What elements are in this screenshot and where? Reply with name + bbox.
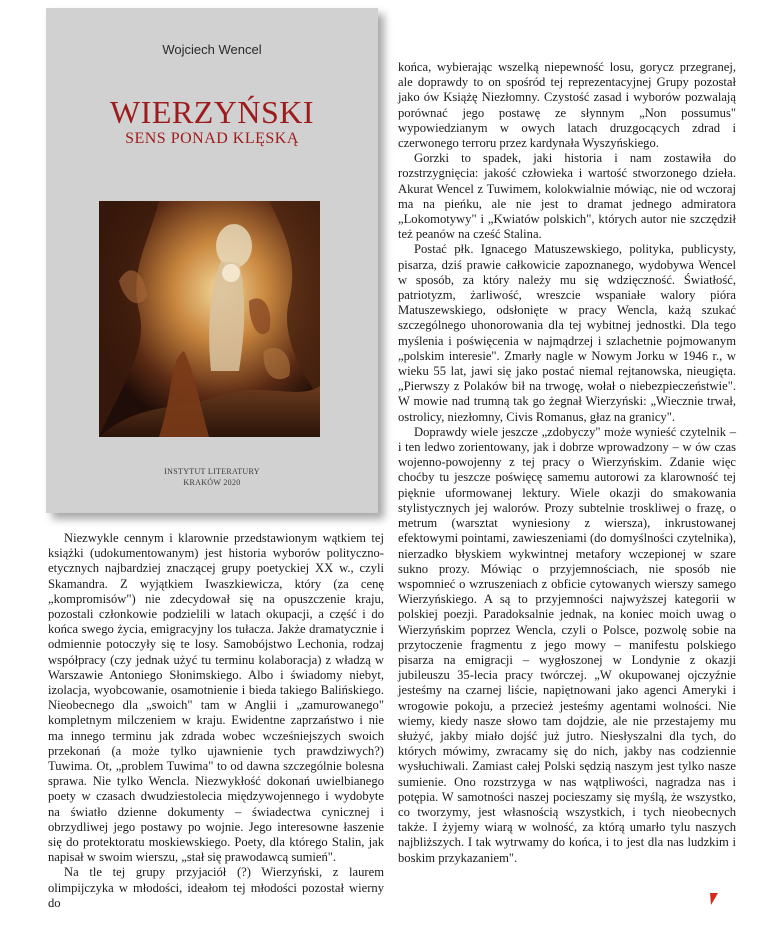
publisher-place-year: KRAKÓW 2020 xyxy=(183,478,241,487)
left-text-column xyxy=(48,531,384,911)
publisher-name: INSTYTUT LITERATURY xyxy=(164,467,260,476)
cover-painting xyxy=(99,201,320,437)
cover-subtitle: SENS PONAD KLĘSKĄ xyxy=(125,130,299,147)
paragraph: Na tle tej grupy przyjaciół (?) Wierzyński, z laurem olimpijczyka w młodości, ideałom tej młodości pozostał wierny do xyxy=(48,865,384,910)
paragraph: Gorzki to spadek, jaki historia i nam zostawiła do rozstrzygnięcia: jakość człowieka i wartość stworzonego dzieła. Akurat Wencel z Tuwimem, kolokwialnie mówiąc, nie od wczoraj ma na pieńku, ale nie jest to dramat jednego admiratora „Lokomotywy" i „Kwiatów polskich", których autor nie szczędził też peanów na cześć Stalina. xyxy=(398,151,736,242)
cover-publisher xyxy=(46,466,378,488)
red-end-mark-icon xyxy=(706,892,718,910)
cover-title: WIERZYŃSKI xyxy=(109,94,315,130)
paragraph: Doprawdy wiele jeszcze „zdobyczy" może wynieść czytelnik – i ten ledwo zorientowany, jak i dobrze wprowadzony – w ów czas wojenno-powojenny z tej pracy o Wierzyńskim. Zdanie więc choćby tu jeszcze poświęcę samemu autorowi za klarowność tej pięknie uformowanej lektury. Wiele okazji do smakowania stylistycznych jej walorów. Prozy subtelnie troskliwej o frazę, o metrum (warsztat wyniesiony z wiersza), inkrustowanej efektowymi pointami, zawieszeniami (do domyślności czytelnika), nierzadko błyskiem wykwintnej metafory wczepionej w szare sukno prozy. Mówiąc o przyjemnościach, nie sposób nie wspomnieć o wzruszeniach z obficie cytowanych wierszy samego Wierzyńskiego. A są to przyjemności najwyższej kategorii w polskiej poezji. Paradoksalnie jednak, na koniec moich uwag o Wierzyńskim poprzez Wencla, czyli o Polsce, pozwolę sobie na przytoczenie fragmentu z jego mowy – manifestu polskiego pisarza na emigracji – wygłoszonej w Londynie z okazji jubileuszu 35-lecia pracy twórczej. „W okupowanej ojczyźnie jesteśmy na czarnej liście, napiętnowani jako agenci Ameryki i wrogowie pokoju, a przecież jesteśmy agentami wolności. Nie wiemy, kiedy nasze słowo tam dojdzie, ale nie przestajemy mu służyć, jakby miało dojść już jutro. Niesłyszalni dla tych, do których mówimy, zwracamy się do nich, jakby nas codziennie wysłuchiwali. Zamiast całej Polski sędzią naszym jest tylko nasze sumienie. Ono rozstrzyga w nas wątpliwości, nagradza nas i potępia. W samotności naszej pocieszamy się myślą, że wszystko, co tworzymy, jest własnością wszystkich, i tych nieobecnych także. I żyjemy wiarą w wolność, za którą umarło tylu naszych najbliższych. I tak wytrwamy do końca, i to jest dla nas ludzkim i boskim przykazaniem". xyxy=(398,424,736,865)
paragraph: Postać płk. Ignacego Matuszewskiego, polityka, publicysty, pisarza, dziś prawie całkowicie zapoznanego, wydobywa Wencel w sposób, za który należy mu się wdzięczność. Światłość, patriotyzm, żarliwość, wreszcie wspaniałe walory pióra Matuszewskiego, odsłonięte w pracy Wencla, każą szukać szczególnego uhonorowania dla tej wybitnej jednostki. Dla tego myślenia i poświęcenia w najmądrzej i szlachetnie pojmowanym „polskim interesie". Zmarły nagle w Nowym Jorku w 1946 r., w wieku 55 lat, jawi się jako postać niemal rejtanowska, nieugięta. „Pierwszy z Polaków bił na trwogę, wołał o niebezpieczeństwie". W mowie nad trumną tak go żegnał Wierzyński: „Wiecznie trwał, ostrolicy, niezłomny, Civis Romanus, głaz na granicy". xyxy=(398,242,736,424)
right-text-column xyxy=(398,60,736,866)
cover-painting-image xyxy=(99,201,320,437)
paragraph: Niezwykle cennym i klarownie przedstawionym wątkiem tej książki (udokumentowanym) jest historia wyborów polityczno-etycznych najbardziej znaczącej grupy poetyckiej XX w., czyli Skamandra. Z wyjątkiem Iwaszkiewicza, który (za cenę „kompromisów") nie zdecydował się na opuszczenie kraju, pozostali członkowie podzielili w latach okupacji, a część i do końca swego życia, emigracyjny los tułacza. Jakże dramatycznie i odmiennie potoczyły się te losy. Samobójstwo Lechonia, rodzaj współpracy (czy jednak użyć tu terminu kolaboracja) z władzą w Warszawie Antoniego Słonimskiego. Albo i świadomy niebyt, izolacja, wyobcowanie, osamotnienie i bieda takiego Balińskiego. Nieobecnego dla „swoich" tam w Anglii i „zamurowanego" kompletnym milczeniem w kraju. Ewidentne zaprzaństwo i nie ma innego terminu jak zdrada wobec wcześniejszych swoich przekonań (a może tylko ujawnienie tych prawdziwych?) Tuwima. Ot, „problem Tuwima" to od dawna szczególnie bolesna sprawa. Nie tylko Wencla. Niezwykłość dokonań uwielbianego poety w czasach dwudziestolecia międzywojennego i wydobyte na światło dzienne dokumenty – świadectwa cynicznej i obrzydliwej jego postawy po wojnie. Jego interesowne łaszenie się do protektoratu moskiewskiego. Poety, dla którego Stalin, jak napisał w swoim wierszu, „stał się prawodawcą sumień". xyxy=(48,531,384,865)
book-cover xyxy=(46,8,378,513)
cover-author: Wojciech Wencel xyxy=(162,42,262,57)
paragraph: końca, wybierając wszelką niepewność losu, gorycz przegranej, ale doprawdy to on spośród tej reprezentacyjnej Grupy pozostał jako ów Książę Niezłomny. Czystość zasad i wyborów pozwalają porównać jego postawę ze słynnym „Non possumus" wypowiedzianym w owych latach druzgocących zdrad i czerwonego terroru przez kardynała Wyszyńskiego. xyxy=(398,60,736,151)
